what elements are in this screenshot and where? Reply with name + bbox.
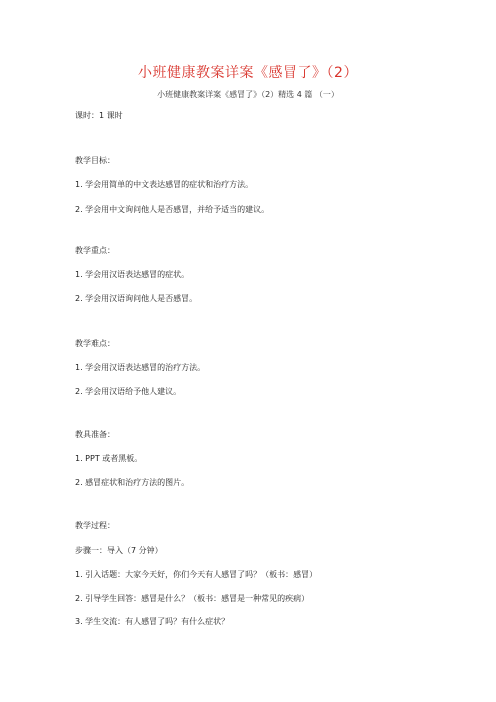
- difficulty-item: 1. 学会用汉语表达感冒的治疗方法。: [75, 363, 206, 372]
- key-point-item: 2. 学会用汉语询问他人是否感冒。: [75, 294, 198, 303]
- section-heading-objectives: 教学目标：: [75, 156, 115, 165]
- document-title: 小班健康教案详案《感冒了》（2）: [138, 65, 358, 81]
- section-heading-process: 教学过程：: [75, 521, 115, 530]
- process-item: 3. 学生交流：有人感冒了吗？有什么症状？: [75, 617, 230, 626]
- section-heading-key-points: 教学重点：: [75, 246, 115, 255]
- difficulty-item: 2. 学会用汉语给予他人建议。: [75, 387, 182, 396]
- objective-item: 2. 学会用中文询问他人是否感冒，并给予适当的建议。: [75, 205, 270, 214]
- process-item: 2. 引导学生回答：感冒是什么？（板书：感冒是一种常见的疾病）: [75, 594, 310, 603]
- material-item: 2. 感冒症状和治疗方法的图片。: [75, 478, 190, 487]
- lesson-duration: 课时：1 课时: [75, 111, 123, 120]
- objective-item: 1. 学会用简单的中文表达感冒的症状和治疗方法。: [75, 180, 254, 189]
- key-point-item: 1. 学会用汉语表达感冒的症状。: [75, 270, 190, 279]
- document-subtitle: 小班健康教案详案《感冒了》（2）精选 4 篇 （一）: [157, 90, 339, 99]
- material-item: 1. PPT 或者黑板。: [75, 454, 143, 463]
- process-step-heading: 步骤一：导入（7 分钟）: [75, 546, 163, 555]
- section-heading-materials: 教具准备：: [75, 430, 115, 439]
- process-item: 1. 引入话题：大家今天好，你们今天有人感冒了吗？（板书：感冒）: [75, 570, 318, 579]
- section-heading-difficulties: 教学难点：: [75, 339, 115, 348]
